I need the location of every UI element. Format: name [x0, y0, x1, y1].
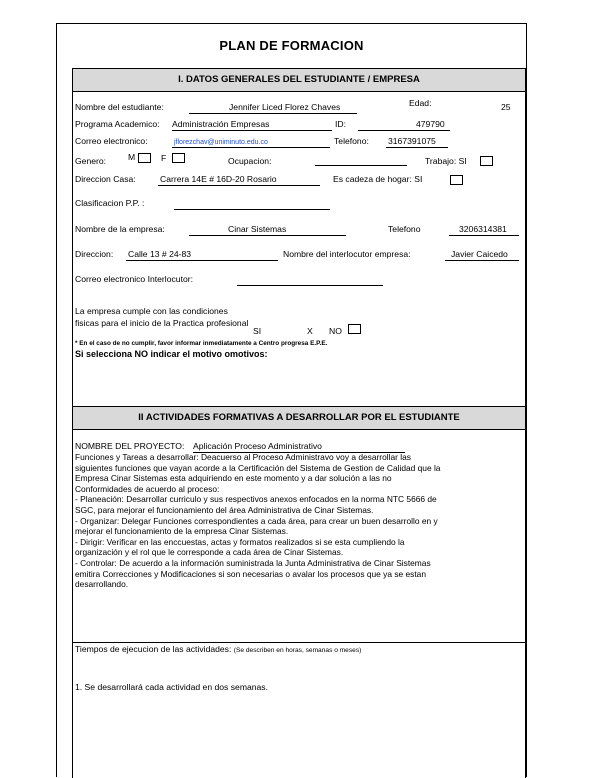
section-actividades — [72, 406, 526, 778]
funciones-line: siguientes funciones que vayan acorde a la Certificación del Sistema de Gestion de Calidad que la — [75, 462, 441, 473]
page-title: PLAN DE FORMACION — [219, 38, 364, 53]
direccion-casa-underline — [158, 185, 320, 186]
programa-label: Programa Academico: — [75, 119, 160, 129]
funciones-line: SGC, para mejorar el funcionamiento del área Administrativa de Cinar Sistemas. — [75, 504, 374, 515]
correo-interlocutor-label: Correo electronico Interlocutor: — [75, 274, 193, 284]
tiempos-hint: (Se describen en horas, semanas o meses) — [233, 647, 362, 654]
no-label: NO — [329, 326, 342, 336]
ocupacion-label: Ocupacion: — [228, 156, 272, 166]
note-text: * En el caso de no cumplir, favor informar inmediatamente a Centro progresa E.P.E. — [75, 340, 328, 347]
correo-interlocutor-underline — [237, 285, 383, 286]
genero-f-label: F — [161, 153, 167, 163]
proyecto-value[interactable]: Aplicación Proceso Administrativo — [193, 441, 322, 451]
proyecto-label: NOMBRE DEL PROYECTO: — [75, 441, 185, 451]
funciones-line: Conformidades de acuerdo al proceso: — [75, 483, 220, 494]
direccion-casa-value[interactable]: Carrera 14E # 16D-20 Rosario — [160, 174, 277, 184]
telefono-underline — [386, 147, 448, 148]
clasificacion-underline — [174, 209, 330, 210]
interlocutor-value[interactable]: Javier Caicedo — [451, 249, 508, 259]
telefono-empresa-underline — [449, 235, 519, 236]
telefono-empresa-value[interactable]: 3206314381 — [459, 224, 507, 234]
section-datos-generales — [72, 68, 526, 413]
tiempos-label-text: Tiempos de ejecucion de las actividades: — [75, 644, 232, 654]
funciones-line: - Organizar: Delegar Funciones correspondientes a cada área, para crear un buen desarrollo en y — [75, 515, 438, 526]
funciones-line: - Planeación: Desarrollar curriculo y sus respectivos anexos enfocados en la norma NTC 5666 de — [75, 494, 437, 505]
empresa-underline — [189, 235, 346, 236]
funciones-line: Empresa Cinar Sistemas esta adquiriendo en este momento y a dar solución a las no — [75, 473, 392, 484]
id-underline — [358, 130, 450, 131]
funciones-line: mejorar el funcionamiento de la empresa Cinar Sistemas. — [75, 526, 289, 537]
form-page — [56, 23, 527, 777]
interlocutor-label: Nombre del interlocutor empresa: — [283, 249, 411, 259]
genero-label: Genero: — [75, 156, 107, 166]
id-label: ID: — [335, 119, 346, 129]
correo-label: Correo electronico: — [75, 136, 148, 146]
section-header: I. DATOS GENERALES DEL ESTUDIANTE / EMPRESA — [73, 69, 525, 92]
tiempos-label — [75, 644, 361, 656]
funciones-line: desarrollando. — [75, 579, 129, 590]
genero-m-label: M — [128, 152, 136, 162]
edad-label: Edad: — [409, 98, 432, 108]
no-checkbox[interactable] — [348, 324, 361, 334]
nombre-value[interactable]: Jennifer Liced Florez Chaves — [229, 102, 341, 112]
ocupacion-underline — [315, 165, 407, 166]
genero-f-checkbox[interactable] — [172, 153, 185, 163]
tiempo-item[interactable]: 1. Se desarrollará cada actividad en dos semanas. — [75, 682, 268, 692]
trabajo-label: Trabajo: SI — [425, 156, 467, 166]
nombre-underline — [189, 113, 357, 114]
genero-m-checkbox[interactable] — [138, 153, 151, 163]
funciones-line: Funciones y Tareas a desarrollar: Deacuerso al Proceso Administravo voy a desarrollar las — [75, 452, 411, 462]
funciones-line: organización y el rol que le corresponde a cada área de Cinar Sistemas. — [75, 547, 344, 558]
cumple-line2: fisicas para el inicio de la Practica profesional — [75, 318, 249, 328]
direccion-underline — [126, 260, 278, 261]
si-x-mark: X — [307, 326, 313, 336]
programa-value[interactable]: Administración Empresas — [172, 119, 270, 129]
trabajo-checkbox[interactable] — [480, 156, 493, 166]
funciones-line: - Dirigir: Verificar en las enccuestas, actas y formatos realizados si se esta cumpliendo la — [75, 536, 405, 547]
cumple-line1: La empresa cumple con las condiciones — [75, 306, 228, 316]
edad-value[interactable]: 25 — [501, 102, 511, 112]
selecciona-no-text: Si selecciona NO indicar el motivo omotivos: — [75, 349, 268, 359]
telefono-label: Telefono: — [334, 136, 369, 146]
clasificacion-label: Clasificacion P.P. : — [75, 198, 145, 208]
nombre-label: Nombre del estudiante: — [75, 102, 164, 112]
funciones-paragraph — [75, 452, 521, 590]
funciones-line: - Controlar: De acuerdo a la información suministrada la Junta Administrativa de Cinar Sistemas — [75, 557, 431, 568]
section-header: II ACTIVIDADES FORMATIVAS A DESARROLLAR POR EL ESTUDIANTE — [73, 407, 525, 430]
direccion-value[interactable]: Calle 13 # 24-83 — [128, 249, 192, 259]
funciones-line: emitira Correcciones y Modificaciones si son necesarias o avalar los procesos que ya se estan — [75, 568, 426, 579]
telefono-value[interactable]: 3167391075 — [388, 136, 436, 146]
empresa-value[interactable]: Cinar Sistemas — [228, 224, 287, 234]
empresa-label: Nombre de la empresa: — [75, 224, 165, 234]
correo-value[interactable]: jflorezchav@uniminuto.edu.co — [174, 139, 268, 146]
interlocutor-underline — [445, 260, 519, 261]
row-divider — [73, 642, 525, 643]
programa-underline — [172, 130, 332, 131]
correo-underline — [172, 147, 330, 148]
telefono-empresa-label: Telefono — [388, 224, 421, 234]
direccion-casa-label: Direccion Casa: — [75, 174, 136, 184]
id-value[interactable]: 479790 — [416, 119, 445, 129]
cabeza-hogar-checkbox[interactable] — [450, 175, 463, 185]
si-label: SI — [253, 326, 262, 336]
direccion-label: Direccion: — [75, 249, 114, 259]
cabeza-hogar-label: Es cadeza de hogar: SI — [333, 174, 423, 184]
